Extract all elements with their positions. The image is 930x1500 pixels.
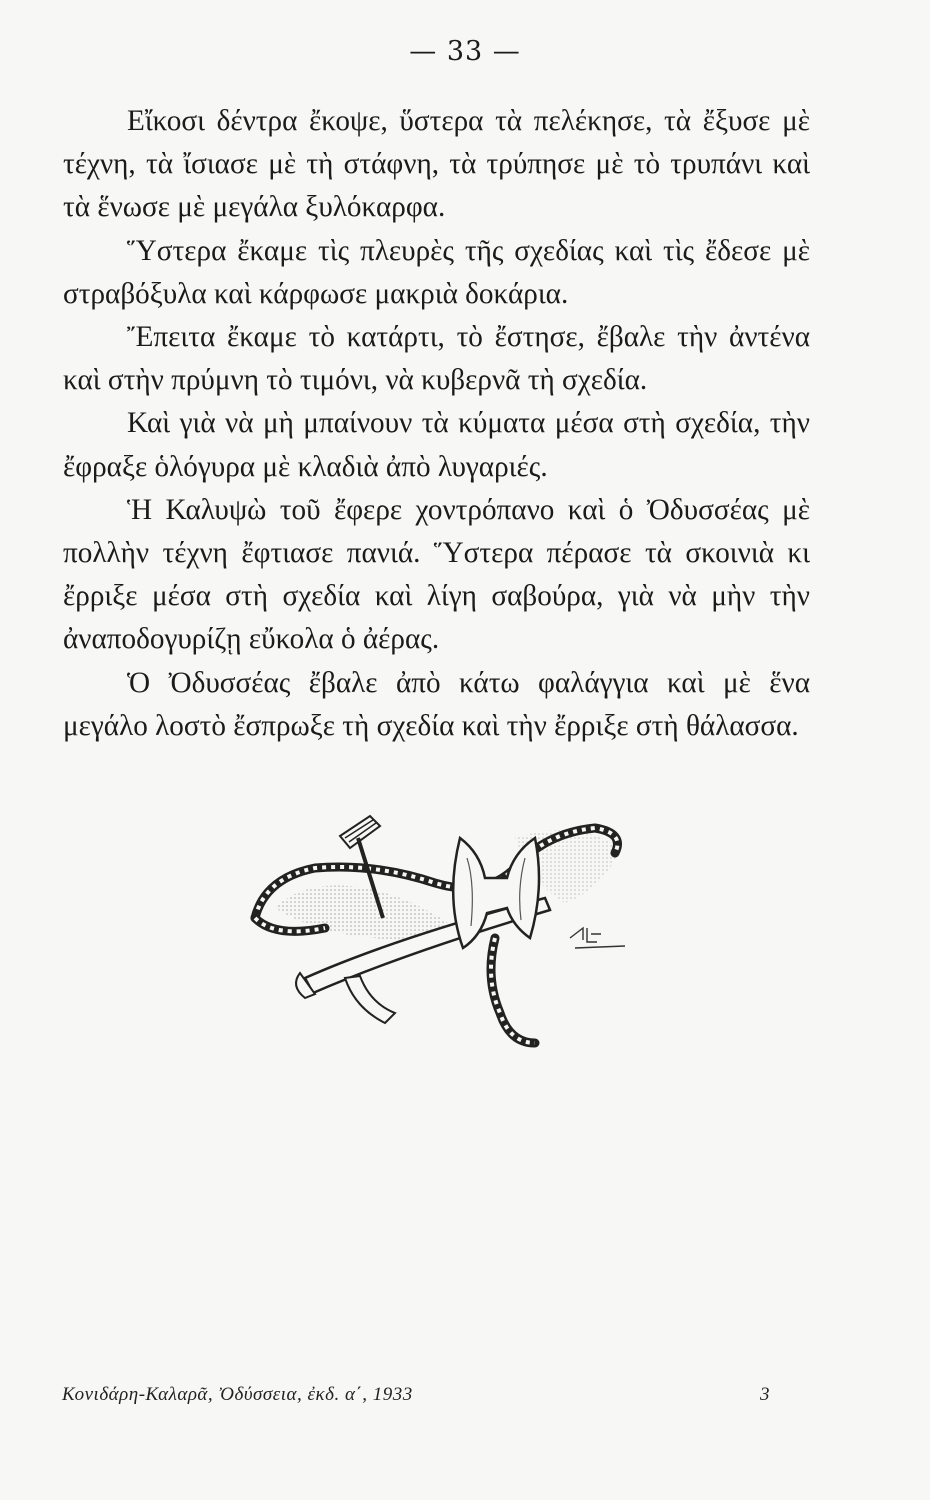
- cloth-end: [345, 976, 395, 1023]
- axe-head: [453, 838, 539, 948]
- footer-citation: Κονιδάρη-Καλαρᾶ, Ὀδύσσεια, ἐκδ. α΄, 1933: [62, 1384, 413, 1405]
- axe-auger-rope-illustration: [245, 808, 635, 1053]
- paragraph: Ὕστερα ἔκαμε τὶς πλευρὲς τῆς σχεδίας καὶ τὶς ἔδεσε μὲ στραβόξυλα καὶ κάρφωσε μακριὰ δοκάρια.: [63, 234, 810, 310]
- paragraph: Ἔπειτα ἔκαμε τὸ κατάρτι, τὸ ἔστησε, ἔβαλε τὴν ἀντένα καὶ στὴν πρύμνη τὸ τιμόνι, νὰ κυβερνᾶ τὴ σχεδία.: [63, 321, 810, 397]
- paragraph: Εἴκοσι δέντρα ἔκοψε, ὕστερα τὰ πελέκησε, τὰ ἔξυσε μὲ τέχνη, τὰ ἴσιασε μὲ τὴ στάφνη, τὰ τρύπησε μὲ τὸ τρυπάνι καὶ τὰ ἕνωσε μὲ μεγάλα ξυλόκαρφα.: [63, 105, 810, 224]
- paragraph: Καὶ γιὰ νὰ μὴ μπαίνουν τὰ κύματα μέσα στὴ σχεδία, τὴν ἔφραξε ὁλόγυρα μὲ κλαδιὰ ἀπὸ λυγαριές.: [63, 407, 810, 483]
- paragraph: Ἡ Καλυψὼ τοῦ ἔφερε χοντρόπανο καὶ ὁ Ὀδυσσέας μὲ πολλὴν τέχνη ἔφτιασε πανιά. Ὕστερα πέρασε τὰ σκοινιὰ κι ἔρριξε μέσα στὴ σχεδία καὶ λίγη σαβούρα, γιὰ νὰ μὴν τὴν ἀναποδογυρίζῃ εὔκολα ὁ ἀέρας.: [63, 493, 810, 656]
- paragraph: Ὁ Ὀδυσσέας ἔβαλε ἀπὸ κάτω φαλάγγια καὶ μὲ ἕνα μεγάλο λοστὸ ἔσπρωξε τὴ σχεδία καὶ τὴν ἔρριξε στὴ θάλασσα.: [63, 666, 810, 742]
- body-text: [63, 100, 810, 748]
- page-number: — 33 —: [409, 36, 521, 67]
- signature-number: 3: [760, 1384, 770, 1405]
- monogram: [570, 928, 625, 948]
